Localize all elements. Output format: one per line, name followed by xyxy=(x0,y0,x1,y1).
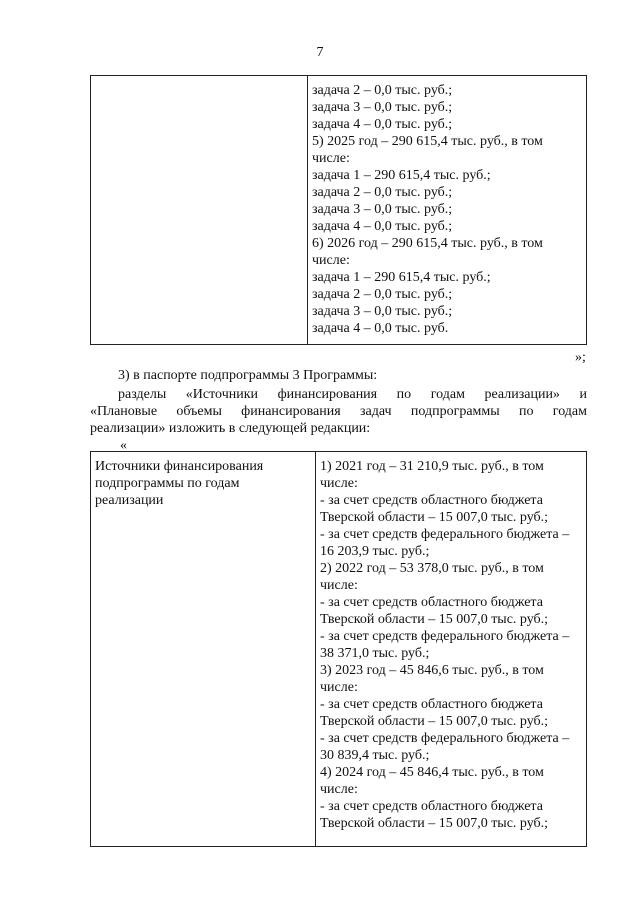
table-line: 38 371,0 тыс. руб.; xyxy=(320,646,430,661)
closing-quote: »; xyxy=(575,350,586,365)
table-line: 16 203,9 тыс. руб.; xyxy=(320,544,430,559)
table-line: Тверской области – 15 007,0 тыс. руб.; xyxy=(320,612,549,627)
table-line: числе: xyxy=(312,151,350,166)
table-line: числе: xyxy=(320,680,358,695)
table-line: Тверской области – 15 007,0 тыс. руб.; xyxy=(320,714,549,729)
table-line: 6) 2026 год – 290 615,4 тыс. руб., в том xyxy=(312,236,543,251)
table-line: - за счет средств областного бюджета xyxy=(320,799,543,814)
page-number: 7 xyxy=(316,45,324,60)
table-line: - за счет средств федерального бюджета – xyxy=(320,527,570,542)
table-line: 1) 2021 год – 31 210,9 тыс. руб., в том xyxy=(320,459,544,474)
table-line: - за счет средств областного бюджета xyxy=(320,595,543,610)
table-line: - за счет средств федерального бюджета – xyxy=(320,731,570,746)
table-line: задача 4 – 0,0 тыс. руб.; xyxy=(312,117,453,132)
table-line: 3) 2023 год – 45 846,6 тыс. руб., в том xyxy=(320,663,544,678)
table-line: задача 4 – 0,0 тыс. руб.; xyxy=(312,219,453,234)
table-cell-left xyxy=(91,452,316,847)
table-line: числе: xyxy=(320,476,358,491)
table-line: задача 4 – 0,0 тыс. руб. xyxy=(312,321,449,336)
table-line: числе: xyxy=(320,578,358,593)
table-line: задача 1 – 290 615,4 тыс. руб.; xyxy=(312,270,491,285)
table-line: Тверской области – 15 007,0 тыс. руб.; xyxy=(320,816,549,831)
table-line: задача 2 – 0,0 тыс. руб.; xyxy=(312,83,453,98)
table-line: 5) 2025 год – 290 615,4 тыс. руб., в том xyxy=(312,134,543,149)
opening-quote: « xyxy=(120,438,127,453)
table-line: 2) 2022 год – 53 378,0 тыс. руб., в том xyxy=(320,561,544,576)
table-line: - за счет средств федерального бюджета – xyxy=(320,629,570,644)
table-line: задача 3 – 0,0 тыс. руб.; xyxy=(312,304,453,319)
table-row xyxy=(91,76,587,345)
table-line: подпрограммы по годам xyxy=(95,476,240,491)
table-line: 4) 2024 год – 45 846,4 тыс. руб., в том xyxy=(320,765,544,780)
funding-table-continued xyxy=(90,75,587,345)
paragraph-line: реализации» изложить в следующей редакции: xyxy=(90,421,371,436)
paragraph-line: разделы «Источники финансирования по годам реализации» и xyxy=(118,387,587,402)
table-line: задача 2 – 0,0 тыс. руб.; xyxy=(312,287,453,302)
table-line: реализации xyxy=(95,493,164,508)
table-cell-left-empty xyxy=(91,76,308,345)
table-line: - за счет средств областного бюджета xyxy=(320,493,543,508)
table-line: Источники финансирования xyxy=(95,459,264,474)
table-row xyxy=(91,452,587,847)
list-item-3: 3) в паспорте подпрограммы 3 Программы: xyxy=(118,368,378,383)
table-cell-right xyxy=(316,452,587,847)
table-line: задача 3 – 0,0 тыс. руб.; xyxy=(312,100,453,115)
table-line: задача 2 – 0,0 тыс. руб.; xyxy=(312,185,453,200)
paragraph-line: «Плановые объемы финансирования задач подпрограммы по годам xyxy=(90,404,587,419)
funding-sources-table xyxy=(90,451,587,847)
table-line: числе: xyxy=(312,253,350,268)
table-line: 30 839,4 тыс. руб.; xyxy=(320,748,430,763)
table-cell-right xyxy=(308,76,587,345)
body-paragraph xyxy=(90,386,587,437)
table-line: задача 1 – 290 615,4 тыс. руб.; xyxy=(312,168,491,183)
table-line: числе: xyxy=(320,782,358,797)
table-line: - за счет средств областного бюджета xyxy=(320,697,543,712)
table-line: Тверской области – 15 007,0 тыс. руб.; xyxy=(320,510,549,525)
table-line: задача 3 – 0,0 тыс. руб.; xyxy=(312,202,453,217)
